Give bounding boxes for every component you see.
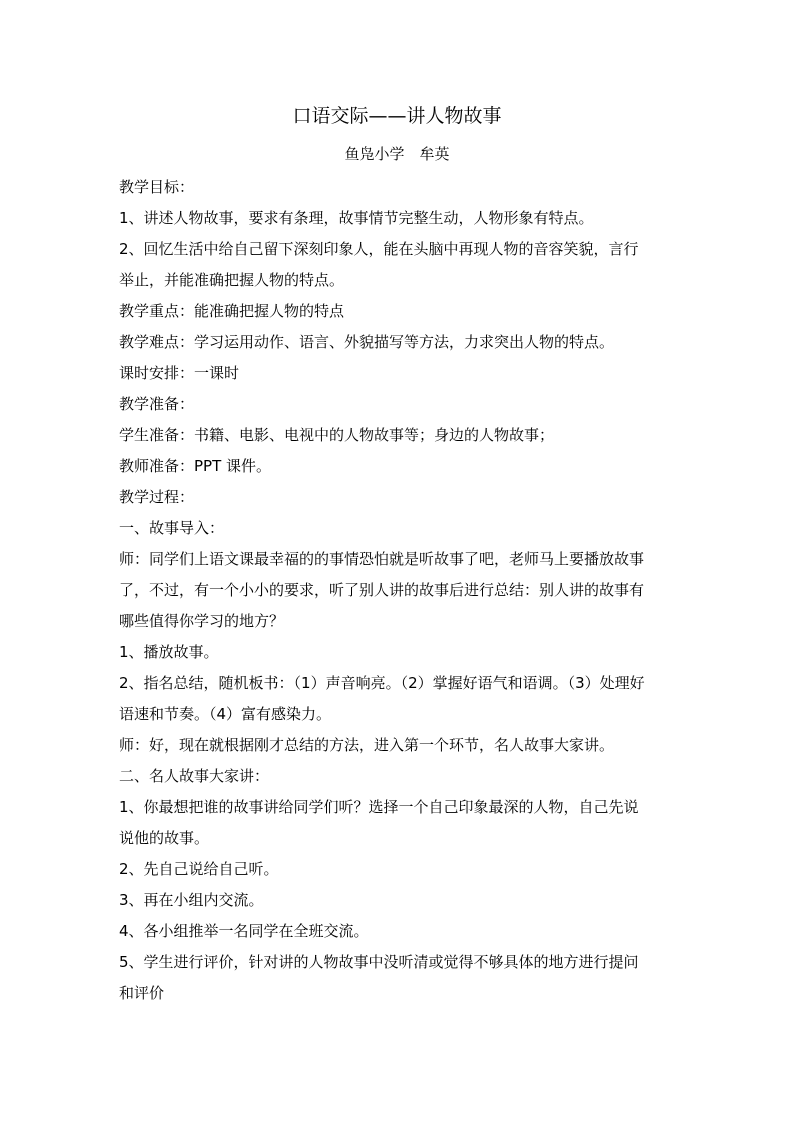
document-author: 鱼凫小学 牟英 — [344, 145, 450, 163]
paragraph-line: 了，不过，有一个小小的要求，听了别人讲的故事后进行总结：别人讲的故事有 — [119, 581, 645, 599]
paragraph-line: 师：好，现在就根据刚才总结的方法，进入第一个环节，名人故事大家讲。 — [119, 736, 615, 754]
paragraph-line: 哪些值得你学习的地方？ — [119, 612, 285, 630]
paragraph-line: 一、故事导入： — [119, 519, 225, 537]
paragraph-line: 学生准备：书籍、电影、电视中的人物故事等；身边的人物故事； — [119, 426, 555, 444]
paragraph-line: 教学目标： — [119, 178, 195, 196]
paragraph-line: 教学重点：能准确把握人物的特点 — [119, 302, 345, 320]
paragraph-line: 教学准备： — [119, 395, 195, 413]
paragraph-line: 教学难点：学习运用动作、语言、外貌描写等方法，力求突出人物的特点。 — [119, 333, 615, 351]
paragraph-line: 举止，并能准确把握人物的特点。 — [119, 271, 345, 289]
paragraph-line: 1、播放故事。 — [119, 643, 219, 661]
paragraph-line: 师：同学们上语文课最幸福的的事情恐怕就是听故事了吧，老师马上要播放故事 — [119, 550, 645, 568]
document-body — [119, 172, 679, 1009]
paragraph-line: 1、你最想把谁的故事讲给同学们听？选择一个自己印象最深的人物，自己先说 — [119, 798, 639, 816]
paragraph-line: 课时安排：一课时 — [119, 364, 240, 382]
paragraph-line: 和评价 — [119, 984, 165, 1002]
paragraph-line: 2、先自己说给自己听。 — [119, 860, 279, 878]
paragraph-line: 2、指名总结，随机板书：（1）声音响亮。（2）掌握好语气和语调。（3）处理好 — [119, 674, 645, 692]
paragraph-line: 语速和节奏。（4）富有感染力。 — [119, 705, 332, 723]
paragraph-line: 教师准备：PPT 课件。 — [119, 457, 272, 475]
paragraph-line: 教学过程： — [119, 488, 195, 506]
document-title: 口语交际——讲人物故事 — [292, 105, 502, 127]
paragraph-line: 1、讲述人物故事，要求有条理，故事情节完整生动，人物形象有特点。 — [119, 209, 594, 227]
paragraph-line: 5、学生进行评价，针对讲的人物故事中没听清或觉得不够具体的地方进行提问 — [119, 953, 639, 971]
paragraph-line: 4、各小组推举一名同学在全班交流。 — [119, 922, 369, 940]
paragraph-line: 2、回忆生活中给自己留下深刻印象人，能在头脑中再现人物的音容笑貌，言行 — [119, 240, 639, 258]
paragraph-line: 说他的故事。 — [119, 829, 210, 847]
paragraph-line: 3、再在小组内交流。 — [119, 891, 264, 909]
paragraph-line: 二、名人故事大家讲： — [119, 767, 270, 785]
